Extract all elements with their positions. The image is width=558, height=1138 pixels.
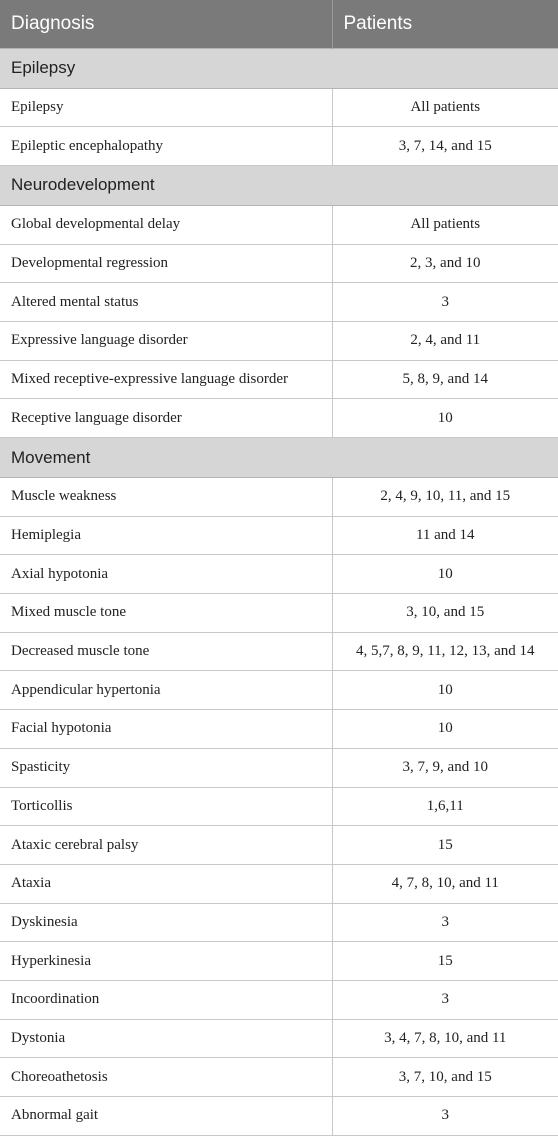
diagnosis-cell: Torticollis (0, 787, 332, 826)
diagnosis-cell: Altered mental status (0, 283, 332, 322)
section-row (0, 165, 558, 205)
table-row (0, 127, 558, 166)
diagnosis-cell: Choreoathetosis (0, 1058, 332, 1097)
patients-cell: 2, 4, and 11 (332, 321, 558, 360)
patients-cell: 11 and 14 (332, 516, 558, 555)
table-row (0, 594, 558, 633)
table-row (0, 399, 558, 438)
diagnosis-cell: Hyperkinesia (0, 942, 332, 981)
diagnosis-cell: Abnormal gait (0, 1097, 332, 1136)
header-diagnosis: Diagnosis (0, 0, 332, 48)
diagnosis-cell: Receptive language disorder (0, 399, 332, 438)
table-row (0, 748, 558, 787)
diagnosis-cell: Expressive language disorder (0, 321, 332, 360)
section-row (0, 48, 558, 88)
table-row (0, 671, 558, 710)
diagnosis-cell: Epileptic encephalopathy (0, 127, 332, 166)
patients-cell: 4, 5,7, 8, 9, 11, 12, 13, and 14 (332, 632, 558, 671)
diagnosis-cell: Global developmental delay (0, 205, 332, 244)
patients-cell: 1,6,11 (332, 787, 558, 826)
patients-cell: 10 (332, 399, 558, 438)
diagnosis-cell: Epilepsy (0, 88, 332, 127)
patients-cell: 15 (332, 942, 558, 981)
diagnosis-cell: Dystonia (0, 1019, 332, 1058)
diagnosis-cell: Hemiplegia (0, 516, 332, 555)
patients-cell: 3, 7, 9, and 10 (332, 748, 558, 787)
table-row (0, 864, 558, 903)
diagnosis-cell: Mixed muscle tone (0, 594, 332, 633)
patients-cell: 3 (332, 1097, 558, 1136)
table-row (0, 478, 558, 517)
table-row (0, 1058, 558, 1097)
table-row (0, 205, 558, 244)
table-body (0, 48, 558, 1135)
patients-cell: 2, 4, 9, 10, 11, and 15 (332, 478, 558, 517)
table-row (0, 360, 558, 399)
diagnosis-cell: Decreased muscle tone (0, 632, 332, 671)
table-row (0, 283, 558, 322)
patients-cell: 3, 4, 7, 8, 10, and 11 (332, 1019, 558, 1058)
patients-cell: 10 (332, 671, 558, 710)
section-title: Neurodevelopment (0, 165, 558, 205)
diagnosis-cell: Appendicular hypertonia (0, 671, 332, 710)
section-title: Movement (0, 438, 558, 478)
diagnosis-cell: Muscle weakness (0, 478, 332, 517)
patients-cell: 3, 10, and 15 (332, 594, 558, 633)
diagnosis-cell: Facial hypotonia (0, 710, 332, 749)
header-patients: Patients (332, 0, 558, 48)
table-row (0, 826, 558, 865)
table-row (0, 632, 558, 671)
patients-cell: 3 (332, 283, 558, 322)
diagnosis-cell: Incoordination (0, 980, 332, 1019)
diagnosis-cell: Spasticity (0, 748, 332, 787)
table-row (0, 980, 558, 1019)
table-header-row (0, 0, 558, 48)
section-row (0, 438, 558, 478)
patients-cell: 3, 7, 14, and 15 (332, 127, 558, 166)
table-row (0, 88, 558, 127)
patients-cell: All patients (332, 88, 558, 127)
table-row (0, 555, 558, 594)
table-row (0, 244, 558, 283)
table-row (0, 321, 558, 360)
patients-cell: 3, 7, 10, and 15 (332, 1058, 558, 1097)
diagnosis-cell: Mixed receptive-expressive language disorder (0, 360, 332, 399)
patients-cell: 3 (332, 980, 558, 1019)
patients-cell: 10 (332, 710, 558, 749)
diagnosis-cell: Dyskinesia (0, 903, 332, 942)
table-row (0, 942, 558, 981)
patients-cell: All patients (332, 205, 558, 244)
patients-cell: 2, 3, and 10 (332, 244, 558, 283)
section-title: Epilepsy (0, 48, 558, 88)
patients-cell: 15 (332, 826, 558, 865)
diagnosis-cell: Ataxic cerebral palsy (0, 826, 332, 865)
patients-cell: 3 (332, 903, 558, 942)
table-row (0, 903, 558, 942)
patients-cell: 4, 7, 8, 10, and 11 (332, 864, 558, 903)
patients-cell: 5, 8, 9, and 14 (332, 360, 558, 399)
diagnosis-cell: Ataxia (0, 864, 332, 903)
diagnosis-cell: Axial hypotonia (0, 555, 332, 594)
patients-cell: 10 (332, 555, 558, 594)
table-row (0, 1097, 558, 1136)
table-row (0, 516, 558, 555)
table-row (0, 710, 558, 749)
table-row (0, 1019, 558, 1058)
table-row (0, 787, 558, 826)
diagnosis-cell: Developmental regression (0, 244, 332, 283)
